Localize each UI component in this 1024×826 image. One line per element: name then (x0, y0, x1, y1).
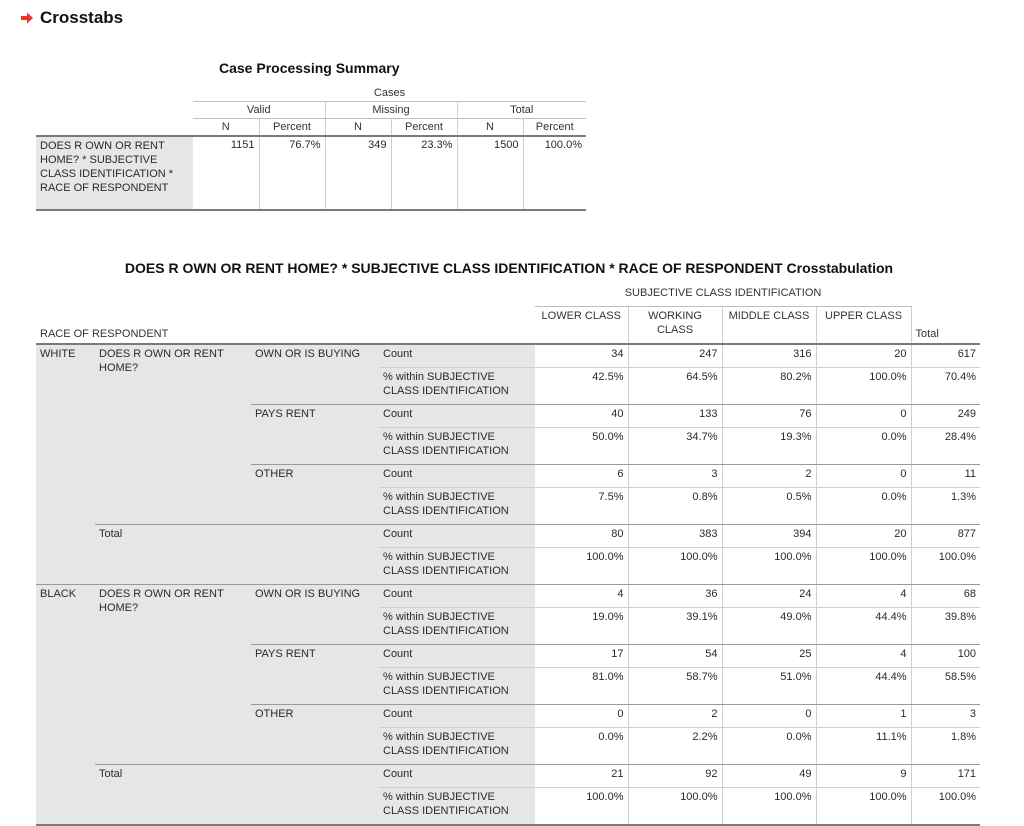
percent-cell: 100.0% (722, 548, 816, 585)
heading-text: Crosstabs (40, 8, 124, 27)
count-cell: 4 (535, 585, 628, 608)
percent-cell: 7.5% (535, 488, 628, 525)
cps-value: 1151 (193, 136, 259, 210)
percent-cell: 0.0% (535, 728, 628, 765)
missing-n-header: N (325, 119, 391, 137)
cps-row-label: DOES R OWN OR RENT HOME? * SUBJECTIVE CLASS IDENTIFICATION * RACE OF RESPONDENT (36, 136, 193, 210)
percent-cell: 100.0% (816, 788, 911, 826)
percent-cell: 39.1% (628, 608, 722, 645)
count-cell: 21 (535, 765, 628, 788)
percent-cell: 81.0% (535, 668, 628, 705)
category-label: OWN OR IS BUYING (251, 585, 379, 645)
count-cell: 2 (628, 705, 722, 728)
percent-label: % within SUBJECTIVE CLASS IDENTIFICATION (379, 788, 535, 826)
percent-label: % within SUBJECTIVE CLASS IDENTIFICATION (379, 428, 535, 465)
count-cell: 383 (628, 525, 722, 548)
cps-value: 100.0% (523, 136, 586, 210)
percent-cell: 2.2% (628, 728, 722, 765)
valid-percent-header: Percent (259, 119, 325, 137)
count-cell: 92 (628, 765, 722, 788)
count-cell: 171 (911, 765, 980, 788)
percent-label: % within SUBJECTIVE CLASS IDENTIFICATION (379, 548, 535, 585)
category-label: PAYS RENT (251, 405, 379, 465)
count-label: Count (379, 465, 535, 488)
percent-cell: 50.0% (535, 428, 628, 465)
count-cell: 80 (535, 525, 628, 548)
count-cell: 68 (911, 585, 980, 608)
percent-cell: 28.4% (911, 428, 980, 465)
count-cell: 394 (722, 525, 816, 548)
col-header: UPPER CLASS (816, 307, 911, 345)
percent-cell: 11.1% (816, 728, 911, 765)
percent-cell: 44.4% (816, 668, 911, 705)
percent-cell: 70.4% (911, 368, 980, 405)
count-cell: 2 (722, 465, 816, 488)
count-cell: 17 (535, 645, 628, 668)
percent-cell: 0.0% (816, 428, 911, 465)
percent-cell: 100.0% (535, 548, 628, 585)
percent-cell: 100.0% (816, 548, 911, 585)
percent-cell: 100.0% (911, 788, 980, 826)
percent-label: % within SUBJECTIVE CLASS IDENTIFICATION (379, 728, 535, 765)
cases-header: Cases (193, 85, 586, 102)
missing-header: Missing (325, 102, 457, 119)
percent-cell: 100.0% (628, 788, 722, 826)
count-cell: 4 (816, 585, 911, 608)
percent-cell: 0.0% (816, 488, 911, 525)
percent-label: % within SUBJECTIVE CLASS IDENTIFICATION (379, 488, 535, 525)
percent-cell: 42.5% (535, 368, 628, 405)
count-label: Count (379, 705, 535, 728)
count-cell: 0 (535, 705, 628, 728)
crosstab-table (36, 284, 980, 826)
cps-value: 349 (325, 136, 391, 210)
count-cell: 4 (816, 645, 911, 668)
crosstabs-heading (20, 8, 123, 28)
count-cell: 3 (628, 465, 722, 488)
percent-cell: 1.8% (911, 728, 980, 765)
count-cell: 0 (816, 465, 911, 488)
percent-cell: 64.5% (628, 368, 722, 405)
percent-cell: 100.0% (816, 368, 911, 405)
count-cell: 34 (535, 344, 628, 368)
count-cell: 617 (911, 344, 980, 368)
category-label: OTHER (251, 465, 379, 525)
percent-cell: 49.0% (722, 608, 816, 645)
percent-cell: 34.7% (628, 428, 722, 465)
variable-label: DOES R OWN OR RENT HOME? (95, 344, 251, 525)
percent-cell: 100.0% (628, 548, 722, 585)
percent-cell: 80.2% (722, 368, 816, 405)
red-arrow-icon (20, 11, 34, 25)
percent-cell: 58.5% (911, 668, 980, 705)
percent-cell: 58.7% (628, 668, 722, 705)
category-label: OWN OR IS BUYING (251, 344, 379, 405)
cps-value: 23.3% (391, 136, 457, 210)
col-header: LOWER CLASS (535, 307, 628, 345)
count-cell: 316 (722, 344, 816, 368)
percent-cell: 51.0% (722, 668, 816, 705)
col-header: Total (911, 307, 980, 345)
category-label: OTHER (251, 705, 379, 765)
count-cell: 25 (722, 645, 816, 668)
count-label: Count (379, 765, 535, 788)
count-label: Count (379, 645, 535, 668)
row-header: RACE OF RESPONDENT (36, 307, 535, 345)
percent-cell: 100.0% (722, 788, 816, 826)
percent-cell: 19.0% (535, 608, 628, 645)
total-percent-header: Percent (523, 119, 586, 137)
cps-value: 76.7% (259, 136, 325, 210)
case-processing-table (36, 85, 586, 211)
count-label: Count (379, 585, 535, 608)
race-label: WHITE (36, 344, 95, 585)
count-label: Count (379, 525, 535, 548)
count-cell: 20 (816, 344, 911, 368)
count-cell: 49 (722, 765, 816, 788)
count-cell: 11 (911, 465, 980, 488)
percent-label: % within SUBJECTIVE CLASS IDENTIFICATION (379, 668, 535, 705)
count-cell: 1 (816, 705, 911, 728)
count-cell: 100 (911, 645, 980, 668)
percent-label: % within SUBJECTIVE CLASS IDENTIFICATION (379, 368, 535, 405)
total-header: Total (457, 102, 586, 119)
total-n-header: N (457, 119, 523, 137)
cps-value: 1500 (457, 136, 523, 210)
col-header: WORKING CLASS (628, 307, 722, 345)
crosstab-title: DOES R OWN OR RENT HOME? * SUBJECTIVE CLASS IDENTIFICATION * RACE OF RESPONDENT Crosstabulation (124, 260, 894, 276)
count-cell: 247 (628, 344, 722, 368)
category-label: PAYS RENT (251, 645, 379, 705)
total-label: Total (95, 765, 379, 826)
valid-header: Valid (193, 102, 325, 119)
percent-cell: 19.3% (722, 428, 816, 465)
case-processing-title: Case Processing Summary (219, 60, 400, 76)
race-label: BLACK (36, 585, 95, 826)
count-cell: 877 (911, 525, 980, 548)
percent-cell: 100.0% (535, 788, 628, 826)
count-cell: 54 (628, 645, 722, 668)
col-group-header: SUBJECTIVE CLASS IDENTIFICATION (535, 284, 911, 307)
percent-cell: 1.3% (911, 488, 980, 525)
count-cell: 249 (911, 405, 980, 428)
missing-percent-header: Percent (391, 119, 457, 137)
percent-cell: 0.5% (722, 488, 816, 525)
count-cell: 3 (911, 705, 980, 728)
count-cell: 0 (722, 705, 816, 728)
count-cell: 36 (628, 585, 722, 608)
count-cell: 6 (535, 465, 628, 488)
count-cell: 20 (816, 525, 911, 548)
count-cell: 76 (722, 405, 816, 428)
percent-cell: 0.0% (722, 728, 816, 765)
total-label: Total (95, 525, 379, 585)
count-cell: 9 (816, 765, 911, 788)
variable-label: DOES R OWN OR RENT HOME? (95, 585, 251, 765)
percent-label: % within SUBJECTIVE CLASS IDENTIFICATION (379, 608, 535, 645)
percent-cell: 0.8% (628, 488, 722, 525)
count-label: Count (379, 344, 535, 368)
col-header: MIDDLE CLASS (722, 307, 816, 345)
percent-cell: 39.8% (911, 608, 980, 645)
count-cell: 40 (535, 405, 628, 428)
valid-n-header: N (193, 119, 259, 137)
percent-cell: 100.0% (911, 548, 980, 585)
percent-cell: 44.4% (816, 608, 911, 645)
count-cell: 133 (628, 405, 722, 428)
count-cell: 24 (722, 585, 816, 608)
count-cell: 0 (816, 405, 911, 428)
count-label: Count (379, 405, 535, 428)
